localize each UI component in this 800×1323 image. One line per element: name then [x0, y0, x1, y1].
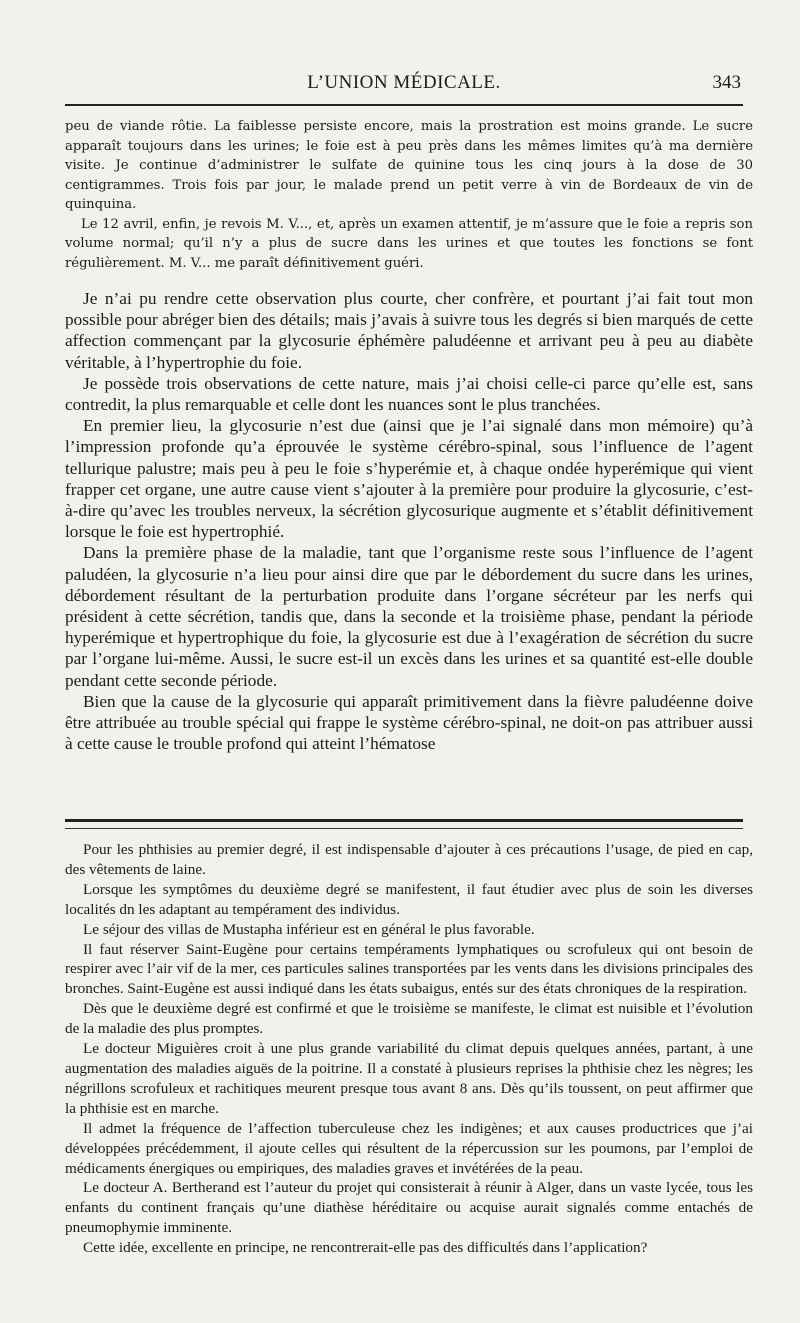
feuilleton-separator: [65, 819, 743, 829]
page-number: 343: [712, 72, 741, 93]
feuilleton-paragraph: Dès que le deuxième degré est confirmé et que le troisième se manifeste, le climat est nuisible et l’évolution de la maladie des plus promptes.: [65, 1000, 753, 1038]
feuilleton-paragraph: Pour les phthisies au premier degré, il est indispensable d’ajouter à ces précautions l’usage, de pied en cap, des vêtements de laine.: [65, 841, 753, 878]
main-text: [65, 288, 753, 754]
main-paragraph: Je n’ai pu rendre cette observation plus courte, cher confrère, et pourtant j’ai fait tout mon possible pour abréger bien des détails; mais j’avais à suivre tous les degrés si bien marqués de cette affection commençant par la glycosurie éphémère paludéenne et arrivant peu à peu au diabète véritable, à l’hypertrophie du foie.: [65, 289, 753, 372]
observation-paragraph: peu de viande rôtie. La faiblesse persiste encore, mais la prostration est moins grande. Le sucre apparaît toujours dans les urines; le foie est à peu près dans les mêmes limites qu’à ma dernière visite. Je continue d’administrer le sulfate de quinine tous les cinq jours à la dose de 30 centigrammes. Trois fois par jour, le malade prend un petit verre à vin de Bordeaux de vin de quinquina.: [65, 119, 753, 212]
observation-paragraph: Le 12 avril, enfin, je revois M. V..., et, après un examen attentif, je m’assure que le foie a repris son volume normal; qu’il n’y a plus de sucre dans les urines et que toutes les fonctions se font régulièrement. M. V... me paraît définitivement guéri.: [65, 216, 753, 271]
feuilleton-text: [65, 840, 753, 1258]
feuilleton-paragraph: Il faut réserver Saint-Eugène pour certains tempéraments lymphatiques ou scrofuleux qui ont besoin de respirer avec l’air vif de la mer, ces particules salines transportées par les vents dans les divisions principales des bronches. Saint-Eugène est aussi indiqué dans les états subaigus, entés sur des états chroniques de la respiration.: [65, 940, 753, 998]
main-paragraph: Dans la première phase de la maladie, tant que l’organisme reste sous l’influence de l’agent paludéen, la glycosurie n’a lieu pour ainsi dire que par le débordement du sucre dans les urines, débordement résultant de la perturbation produite dans l’organe sécréteur par les nerfs qui président à cette sécrétion, tandis que, dans la seconde et la troisième phase, pendant la période hyperémique et hypertrophique du foie, la glycosurie est due à l’exagération de sécrétion du sucre par l’organe lui-même. Aussi, le sucre est-il un excès dans les urines et sa quantité est-elle double pendant cette seconde période.: [65, 543, 753, 690]
feuilleton-paragraph: Lorsque les symptômes du deuxième degré se manifestent, il faut étudier avec plus de soin les diverses localités dn les adaptant au tempérament des individus.: [65, 880, 753, 918]
main-paragraph: Bien que la cause de la glycosurie qui apparaît primitivement dans la fièvre paludéenne doive être attribuée au trouble spécial qui frappe le système cérébro-spinal, ne doit-on pas attribuer aussi à cette cause le trouble profond qui atteint l’hématose: [65, 691, 753, 754]
main-paragraph: En premier lieu, la glycosurie n’est due (ainsi que je l’ai signalé dans mon mémoire) qu’à l’impression profonde qu’a éprouvée le système cérébro-spinal, sous l’influence de l’agent tellurique palustre; mais peu à peu le foie s’hyperémie et, à chaque ondée hyperémique qui vient frapper cet organe, une autre cause vient s’ajouter à la première pour produire la glycosurie, c’est-à-dire qu’avec les troubles nerveux, la sécrétion glycosurique augmente et s’établit définitivement lorsque le foie est hypertrophié.: [65, 416, 753, 542]
feuilleton-paragraph: Cette idée, excellente en principe, ne rencontrerait-elle pas des difficultés dans l’application?: [83, 1239, 648, 1257]
feuilleton-paragraph: Le docteur Miguières croit à une plus grande variabilité du climat depuis quelques années, partant, à une augmentation des maladies aiguës de la poitrine. Il a constaté à plusieurs reprises la phthisie chez les nègres; les négrillons scrofuleux et rachitiques meurent presque tous avant 8 ans. Dès qu’ils toussent, on peut affirmer que la phthisie est en marche.: [65, 1040, 753, 1117]
running-header: [65, 70, 743, 100]
feuilleton-paragraph: Le séjour des villas de Mustapha inférieur est en général le plus favorable.: [83, 920, 535, 938]
feuilleton-paragraph: Le docteur A. Bertherand est l’auteur du projet qui consisterait à réunir à Alger, dans un vaste lycée, tous les enfants du continent français qu’une diathèse héréditaire ou acquise aurait signalés comme entachés de pneumophymie imminente.: [65, 1179, 753, 1237]
main-paragraph: Je possède trois observations de cette nature, mais j’ai choisi celle-ci parce qu’elle est, sans contredit, la plus remarquable et celle dont les nuances sont le plus tranchées.: [65, 373, 753, 415]
header-rule: [65, 104, 743, 106]
journal-title: L’UNION MÉDICALE.: [307, 72, 501, 93]
observation-notes: [65, 117, 753, 273]
feuilleton-paragraph: Il admet la fréquence de l’affection tuberculeuse chez les indigènes; et aux causes productrices que j’ai développées précédemment, il ajoute celles qui résultent de la répercussion sur les poumons, par l’emploi de médicaments énergiques ou empiriques, des maladies graves et invétérées de la peau.: [65, 1119, 753, 1177]
